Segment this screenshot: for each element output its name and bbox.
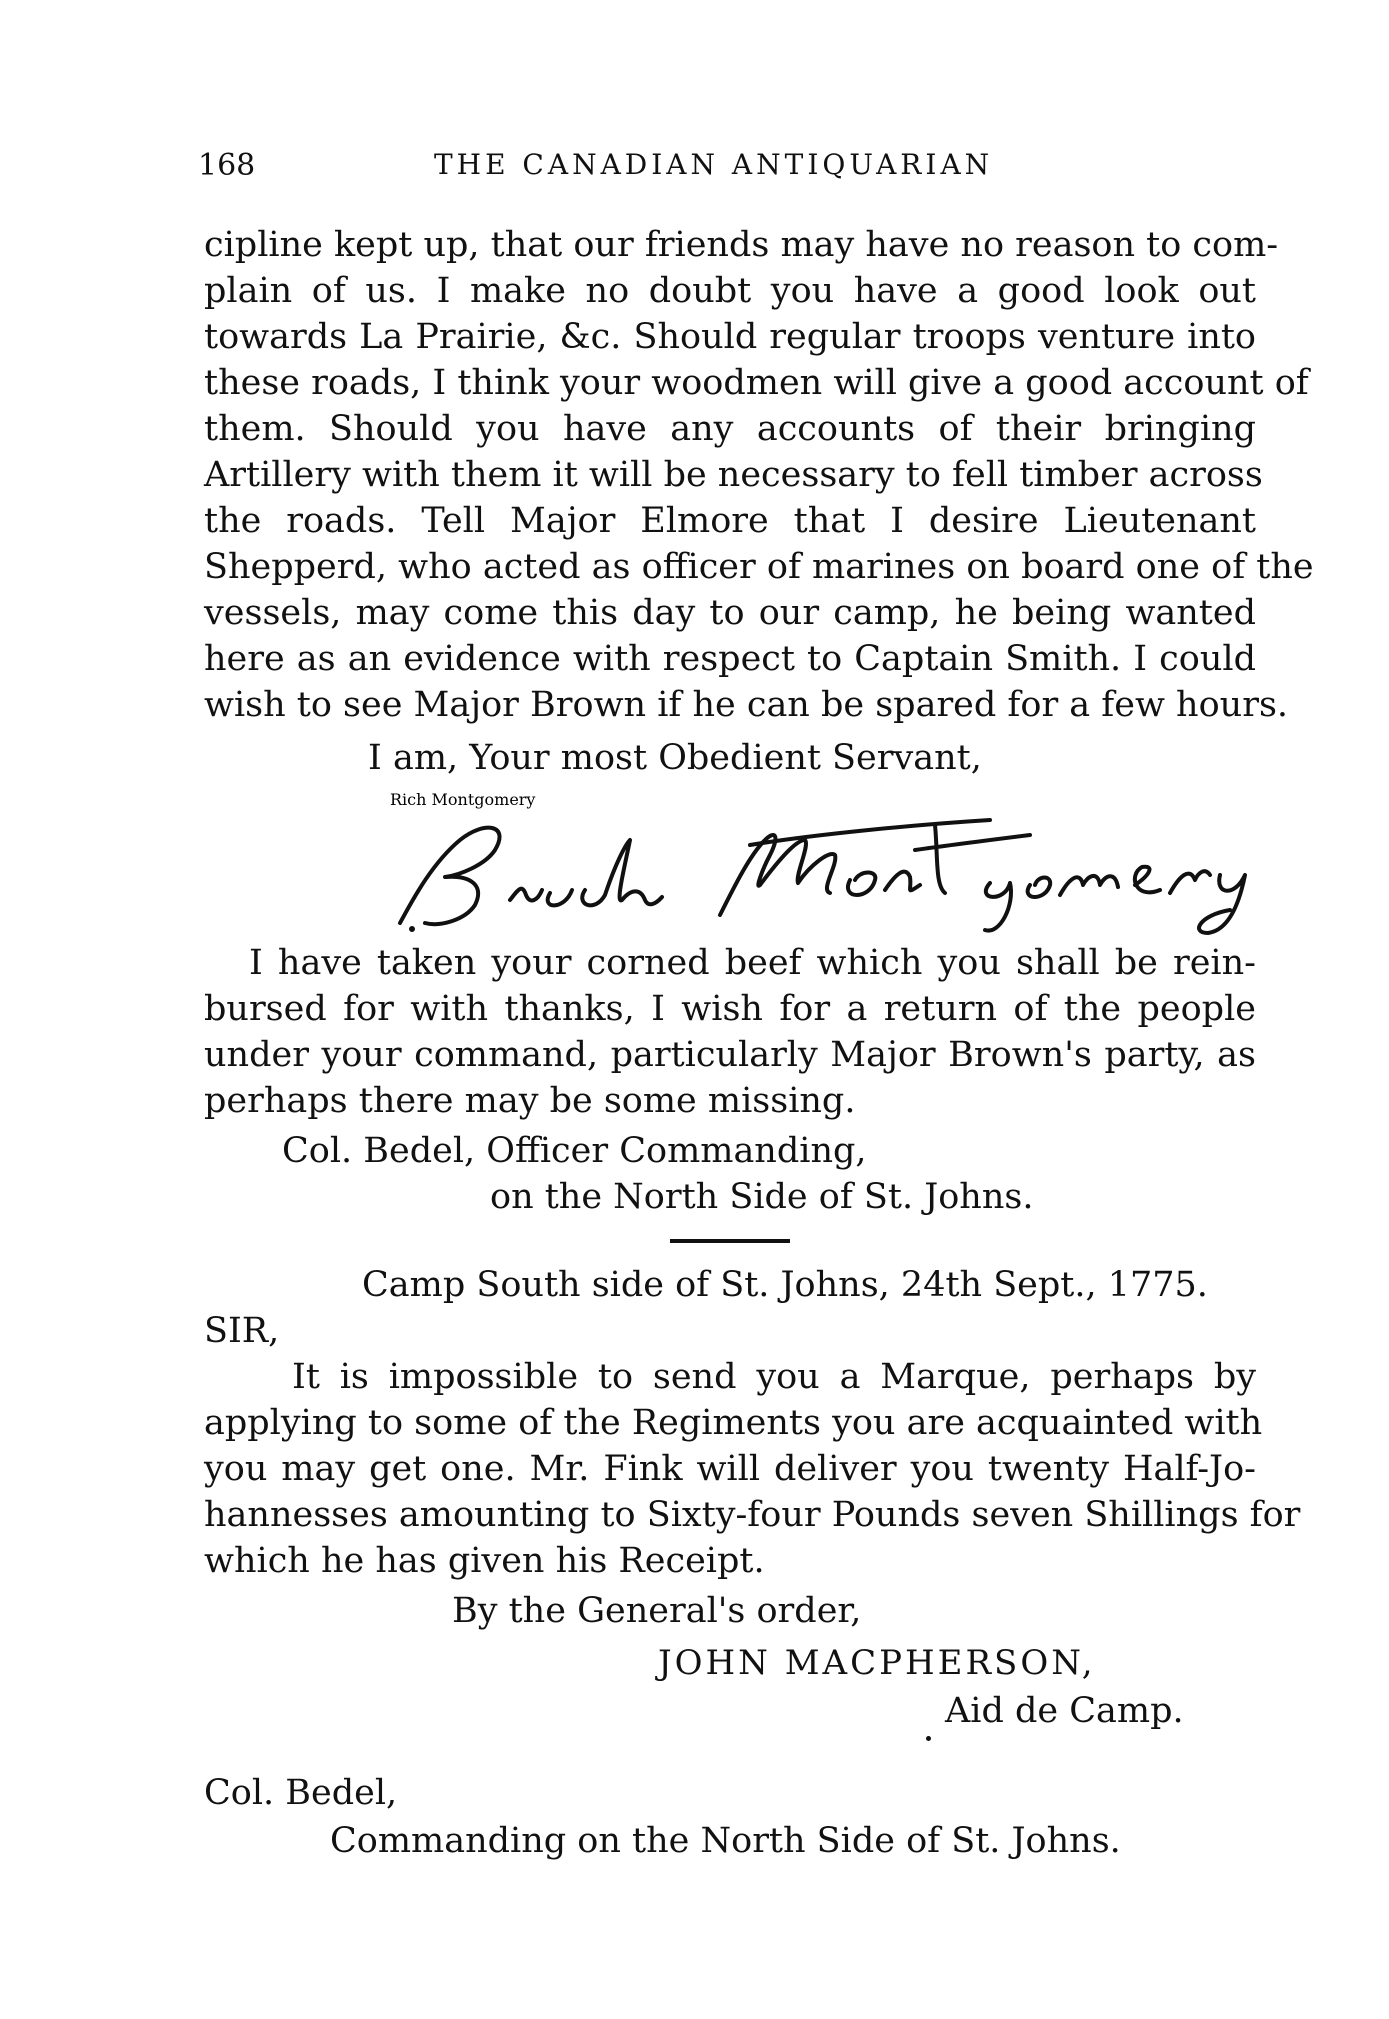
text-line: you may get one. Mr. Fink will deliver you twenty Half-Jo-: [204, 1449, 1256, 1489]
letter1-addressee-line2: on the North Side of St. Johns.: [490, 1177, 1034, 1217]
text-line: wish to see Major Brown if he can be spared for a few hours.: [204, 685, 1289, 725]
letter1-postscript: [204, 940, 1256, 1124]
text-line: bursed for with thanks, I wish for a return of the people: [204, 989, 1256, 1029]
letter1-closing: I am, Your most Obedient Servant,: [368, 738, 982, 778]
text-line: them. Should you have any accounts of their bringing: [204, 409, 1256, 449]
text-line: cipline kept up, that our friends may have no reason to com-: [204, 225, 1279, 265]
text-line: which he has given his Receipt.: [204, 1541, 765, 1581]
letter2-signer-name: JOHN MACPHERSON,: [658, 1643, 1096, 1683]
letter2-salutation: SIR,: [204, 1311, 280, 1351]
text-line: Artillery with them it will be necessary to fell timber across: [204, 455, 1263, 495]
letter1-body: [204, 222, 1314, 728]
text-line: here as an evidence with respect to Captain Smith. I could: [204, 639, 1256, 679]
text-line: I have taken your corned beef which you shall be rein-: [249, 943, 1256, 983]
page-number: 168: [198, 148, 256, 183]
text-line: plain of us. I make no doubt you have a good look out: [204, 271, 1256, 311]
text-line: Shepperd, who acted as officer of marines on board one of the: [204, 547, 1314, 587]
text-line: hannesses amounting to Sixty-four Pounds seven Shillings for: [204, 1495, 1301, 1535]
letter2-addressee-line1: Col. Bedel,: [204, 1773, 398, 1813]
letter2-closing: By the General's order,: [452, 1591, 862, 1631]
letter2-dateline: Camp South side of St. Johns, 24th Sept., 1775.: [362, 1265, 1208, 1305]
text-line: applying to some of the Regiments you are acquainted with: [204, 1403, 1263, 1443]
text-line: under your command, particularly Major Brown's party, as: [204, 1035, 1256, 1075]
letter2-addressee-line2: Commanding on the North Side of St. Johns.: [330, 1821, 1121, 1861]
signature-image: [390, 790, 1270, 935]
letter2-body: [204, 1354, 1301, 1584]
signature-text: Rich Montgomery: [390, 790, 536, 809]
letter2-signer-title: Aid de Camp.: [945, 1691, 1184, 1731]
text-line: these roads, I think your woodmen will give a good account of: [204, 363, 1309, 403]
section-divider: [670, 1239, 790, 1243]
text-line: perhaps there may be some missing.: [204, 1081, 856, 1121]
running-head: THE CANADIAN ANTIQUARIAN: [434, 148, 994, 181]
text-line: vessels, may come this day to our camp, he being wanted: [204, 593, 1256, 633]
print-mark: [926, 1736, 931, 1741]
text-line: It is impossible to send you a Marque, perhaps by: [292, 1357, 1256, 1397]
text-line: the roads. Tell Major Elmore that I desire Lieutenant: [204, 501, 1256, 541]
text-line: towards La Prairie, &c. Should regular troops venture into: [204, 317, 1256, 357]
letter1-addressee-line1: Col. Bedel, Officer Commanding,: [282, 1131, 867, 1171]
